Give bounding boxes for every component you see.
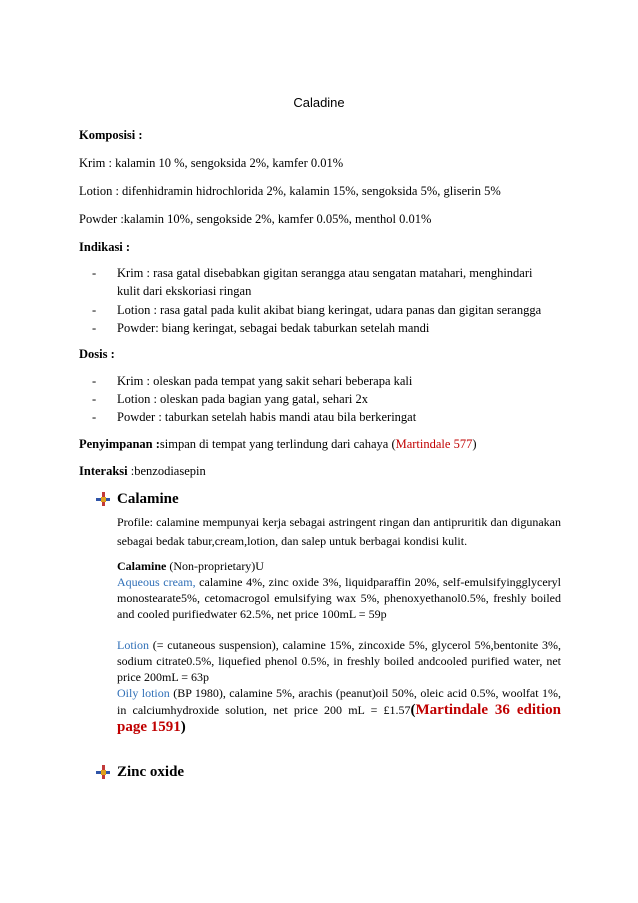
bullet-dash: -	[92, 266, 97, 280]
interaksi-line	[79, 464, 206, 479]
penyimpanan-close: )	[472, 437, 477, 451]
interaksi-label: Interaksi	[79, 464, 128, 478]
bullet-dash: -	[92, 392, 97, 406]
lotion-entry	[117, 637, 561, 685]
zinc-oxide-heading: Zinc oxide	[117, 764, 185, 780]
indikasi-heading: Indikasi :	[79, 240, 131, 254]
aqueous-cream-entry	[117, 574, 561, 622]
bullet-dash: -	[92, 374, 97, 388]
dosis-heading: Dosis :	[79, 347, 115, 361]
indikasi-item: Powder: biang keringat, sebagai bedak taburkan setelah mandi	[117, 321, 430, 335]
komposisi-lotion: Lotion : difenhidramin hidrochlorida 2%, kalamin 15%, sengoksida 5%, gliserin 5%	[79, 184, 501, 198]
calamine-heading: Calamine	[117, 491, 179, 507]
penyimpanan-reference: Martindale 577	[395, 437, 473, 451]
penyimpanan-text: simpan di tempat yang terlindung dari cahaya (	[159, 437, 396, 451]
komposisi-heading: Komposisi :	[79, 128, 143, 142]
bullet-dash: -	[92, 410, 97, 424]
penyimpanan-label: Penyimpanan :	[79, 437, 160, 451]
oily-lotion-text: (BP 1980), calamine 5%, arachis (peanut)oil 50%, oleic acid 0.5%, woolfat 1%, in calciumhydroxide solution, net price 200 mL = £1.57	[117, 686, 561, 717]
calamine-sub-label: Calamine	[117, 559, 167, 573]
interaksi-text: :benzodiasepin	[127, 464, 206, 478]
dosis-item: Krim : oleskan pada tempat yang sakit sehari beberapa kali	[117, 374, 413, 388]
bullet-dash: -	[92, 303, 97, 317]
calamine-profile: Profile: calamine mempunyai kerja sebagai astringent ringan dan antipruritik dan digunakan sebagai bedak tabur,cream,lotion, dan salep untuk berbagai kondisi kulit.	[117, 515, 561, 548]
reference-close: )	[180, 719, 186, 735]
aqueous-cream-label: Aqueous cream,	[117, 575, 196, 589]
lotion-label: Lotion	[117, 638, 149, 652]
penyimpanan-line	[79, 437, 477, 452]
bullet-plus-icon	[96, 492, 110, 506]
bullet-dash: -	[92, 321, 97, 335]
bullet-plus-icon	[96, 765, 110, 779]
reference-open: (	[410, 702, 416, 718]
indikasi-item: Lotion : rasa gatal pada kulit akibat biang keringat, udara panas dan gigitan serangga	[117, 303, 542, 317]
indikasi-item: Krim : rasa gatal disebabkan gigitan serangga atau sengatan matahari, menghindari	[117, 266, 533, 280]
oily-lotion-entry	[117, 685, 561, 736]
page-title: Caladine	[293, 95, 345, 110]
indikasi-item: kulit dari ekskoriasi ringan	[117, 284, 252, 298]
calamine-sub-text: (Non-proprietary)U	[166, 559, 264, 573]
lotion-text: (= cutaneous suspension), calamine 15%, zincoxide 5%, glycerol 5%,bentonite 3%, sodium citrate0.5%, liquefied phenol 0.5%, in freshly boiled andcooled purified water, net price 200mL = 63p	[117, 638, 561, 684]
oily-lotion-label: Oily lotion	[117, 686, 170, 700]
calamine-subheading	[117, 558, 561, 574]
aqueous-cream-text: calamine 4%, zinc oxide 3%, liquidparaffin 20%, self-emulsifyingglyceryl monostearate5%, cetomacrogol emulsifying wax 5%, phenoxyethanol0.5%, freshly boiled and cooled purifiedwater 62.5%, net price 100mL = 59p	[117, 575, 561, 621]
dosis-item: Lotion : oleskan pada bagian yang gatal, sehari 2x	[117, 392, 368, 406]
martindale-reference: Martindale 36 edition page 1591	[117, 702, 561, 735]
komposisi-krim: Krim : kalamin 10 %, sengoksida 2%, kamfer 0.01%	[79, 156, 344, 170]
dosis-item: Powder : taburkan setelah habis mandi atau bila berkeringat	[117, 410, 417, 424]
komposisi-powder: Powder :kalamin 10%, sengokside 2%, kamfer 0.05%, menthol 0.01%	[79, 212, 432, 226]
